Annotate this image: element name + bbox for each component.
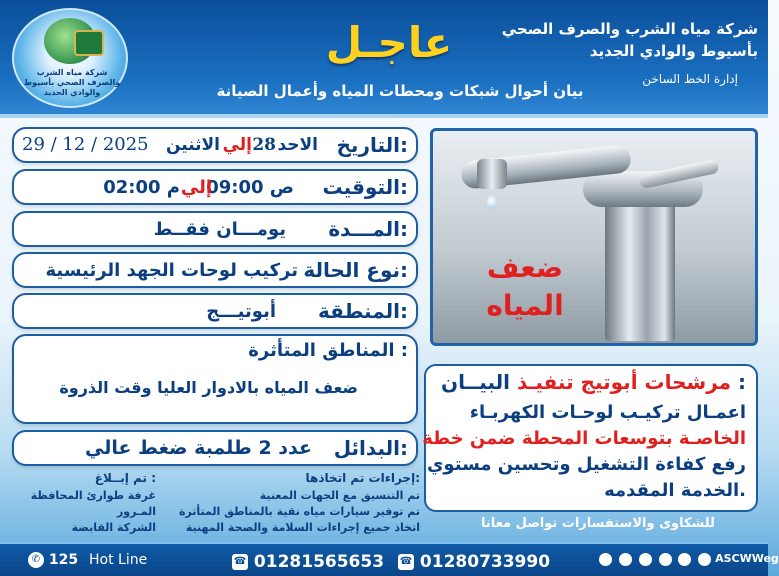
affected-label: المناطق المتأثرة : [248,340,408,361]
tiktok-icon[interactable] [678,553,691,566]
faucet-photo [430,128,758,346]
alternatives-row [12,430,418,466]
date-row [12,127,418,163]
notified-item: الشركة القابضة [71,521,156,534]
case-type-row [12,252,418,288]
statement-line3: الخاصـة بتوسعات المحطة ضمن خطة [422,428,746,449]
phone-1[interactable] [232,552,384,572]
date-label: التاريخ: [336,133,408,157]
area-row [12,293,418,329]
date-from-num: 28 [252,135,276,155]
procedure-item: اتخاذ جميع إجراءات السلامة والصحة المهنية [185,521,420,534]
phone-1-number: 01281565653 [253,552,385,572]
statement-line2: اعمـال تركيـب لوحـات الكهربـاء [469,402,746,423]
case-type-value: تركيب لوحات الجهد الرئيسية [45,260,298,281]
time-from: 09:00 ص [206,177,294,198]
affected-areas-box [12,334,418,424]
company-logo [12,8,128,108]
affected-value: ضعف المياه بالادوار العليا وقت الذروة [59,378,358,397]
instagram-icon[interactable] [659,553,672,566]
footer-bar [0,542,779,576]
statement-label: البيــان : [441,370,746,394]
hotline-number: 125 [48,552,79,568]
photo-caption-line2: المياه [486,289,564,322]
hotline[interactable] [28,552,147,568]
youtube-icon[interactable] [698,553,711,566]
facebook-icon[interactable] [619,553,632,566]
emblem-icon [74,30,104,56]
area-label: المنطقة: [318,299,408,323]
date-to-day: الاثنين [165,135,220,155]
web-icon[interactable] [599,553,612,566]
faucet-tip [477,159,507,189]
company-name-line1: شركة مياه الشرب والصرف الصحي [501,20,758,38]
social-handle: ASCWWeg [715,552,779,565]
date-from-day: الاحد [277,135,318,155]
procedure-item: تم التنسيق مع الجهات المعنية [259,489,420,502]
notified-title: تم إبــلاغ : [94,471,156,485]
notified-item: غرفة طوارئ المحافظة [30,489,156,502]
department-label: إدارة الخط الساخن [642,72,738,86]
hotline-label: Hot Line [88,552,148,568]
faucet-body [605,191,675,341]
phone-2[interactable] [398,552,550,572]
date-to-word: إلي [222,135,252,155]
duration-label: المـــدة: [328,217,408,241]
procedures-title: إجراءات تم اتخاذها: [305,471,420,485]
statement-line5: الخدمة المقدمه. [604,480,746,501]
statement-line1 [441,370,746,394]
statement-box [424,364,758,512]
procedure-item: تم توفير سيارات مياه نقية بالمناطق المتأثرة [178,505,420,518]
water-drop-icon [487,195,497,209]
case-type-label: نوع الحالة: [303,258,408,282]
header-banner [0,0,768,118]
phone-icon: ☎ [232,554,248,570]
phone-2-number: 01280733990 [419,552,551,572]
time-label: التوقيت: [322,175,408,199]
area-value: أبوتيـــج [206,301,276,322]
x-icon[interactable] [639,553,652,566]
subtitle: بيان أحوال شبكات ومحطات المياه وأعمال الصيانة [216,82,584,100]
phone-icon: ☎ [398,554,414,570]
photo-caption [465,249,585,325]
time-to: 02:00 م [103,177,180,198]
time-row [12,169,418,205]
logo-text: شركة مياه الشرب والصرف الصحي بأسيوط والوادي الجديد [23,68,121,97]
notified-item: المـرور [116,505,156,518]
duration-value: يومـــان فقــط [153,219,286,240]
company-name-line2: بأسيوط والوادي الجديد [589,42,758,60]
statement-line1-rest: مرشحات أبوتيج تنفيـذ [516,370,732,394]
complaints-text: للشكاوى والاستفسارات تواصل معانا [481,516,715,531]
urgent-title: عاجـل [325,18,453,67]
social-links[interactable] [596,552,779,566]
whatsapp-icon: ✆ [28,552,44,568]
time-to-word: إلي [180,177,212,198]
alternatives-value: عدد 2 طلمبة ضغط عالي [85,437,312,459]
statement-line4: رفع كفاءة التشغيل وتحسين مستوي [426,454,746,475]
duration-row [12,211,418,247]
date-to-num: 29 / 12 / 2025 [22,134,149,155]
photo-caption-line1: ضعف [486,251,564,284]
alternatives-label: البدائل: [333,436,408,460]
